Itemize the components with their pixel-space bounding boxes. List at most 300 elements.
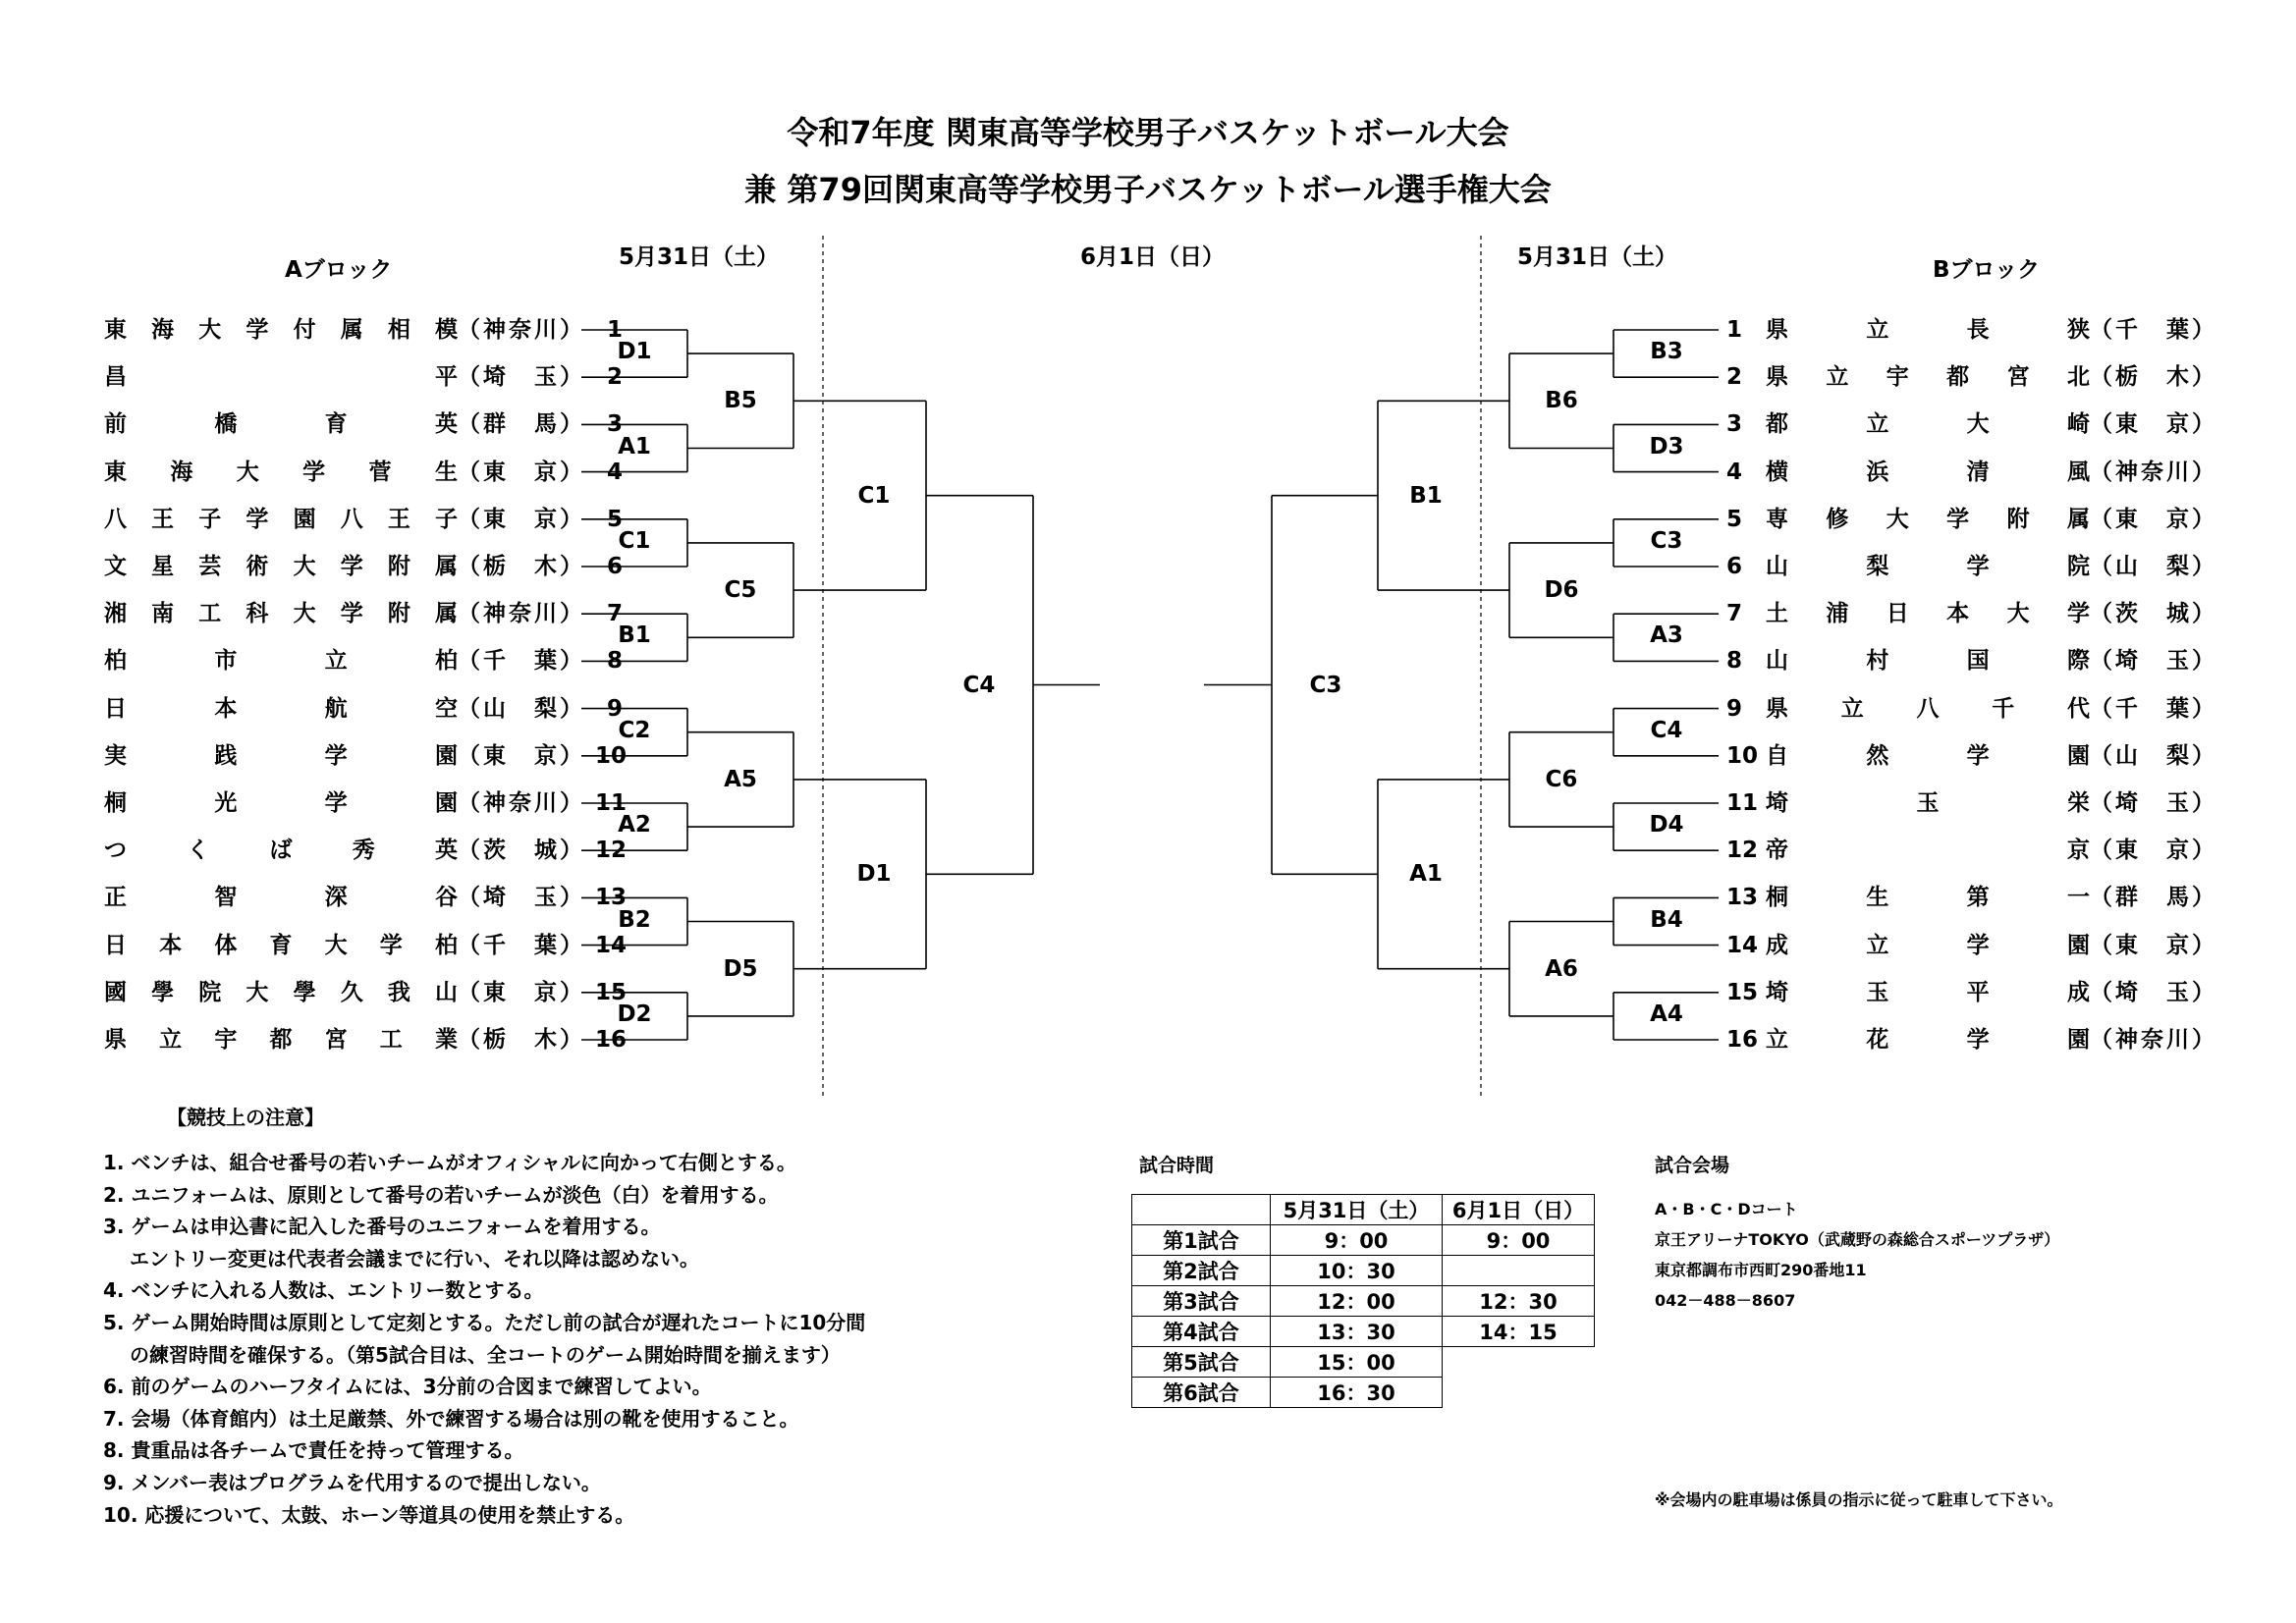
team-name-char: 八 [1916,695,1940,722]
team-name-char: 本 [214,695,238,722]
team-row [1726,978,2227,1007]
team-seed: 4 [1726,459,1743,485]
court-label: B5 [724,388,757,414]
team-row [104,362,623,392]
team-name-char: 都 [1766,411,1788,438]
team-prefecture: （埼 玉） [458,364,585,391]
court-label: A1 [618,433,651,460]
team-name-char: 海 [151,317,175,343]
team-name-char: 東 [104,317,127,343]
team-name-char: 航 [324,695,348,722]
team-name [1766,362,2090,392]
team-name-char: 大 [198,317,222,343]
team-name [104,315,458,345]
team-name-char: 子 [434,506,458,532]
team-name-char: 宮 [324,1027,348,1053]
team-name-char: 立 [159,1027,183,1053]
team-name-char: 柏 [434,648,458,675]
team-prefecture: （千 葉） [2090,695,2217,722]
team-name-char: 狭 [2066,317,2090,343]
team-name [104,362,458,392]
court-label: C2 [618,717,651,743]
team-name-char: 正 [104,885,127,911]
team-row [1726,694,2227,724]
team-name-char: 相 [387,317,410,343]
team-name-char: 国 [1966,648,1990,675]
team-name [104,458,458,487]
schedule-game-label: 第1試合 [1132,1225,1271,1256]
team-name-char: 長 [1966,317,1990,343]
team-row [1726,599,2227,628]
team-name-char: 体 [214,932,238,958]
team-name-char: 柏 [104,648,127,675]
team-name [1766,883,2090,912]
team-prefecture: （栃 木） [458,1027,585,1053]
team-name-char: 模 [434,317,458,343]
team-seed: 3 [1726,411,1743,438]
schedule-game-label: 第4試合 [1132,1317,1271,1347]
court-label: C3 [1309,672,1342,698]
team-seed: 12 [595,838,628,864]
team-name-char: 柏 [434,932,458,958]
schedule-game-label: 第2試合 [1132,1256,1271,1286]
team-prefecture: （群 馬） [2090,885,2217,911]
notes-title: 【競技上の注意】 [167,1106,324,1129]
team-name-char: 浦 [1826,601,1849,627]
team-row [104,315,623,345]
court-label: C3 [1650,527,1683,554]
team-prefecture: （千 葉） [458,648,585,675]
team-name-char: 村 [1866,648,1889,675]
block-b-header: Bブロック [1933,257,2041,283]
team-name-char: 京 [2067,838,2090,864]
team-name-char: 光 [214,790,238,816]
team-seed: 3 [606,411,623,438]
team-name-char: 王 [387,506,410,532]
court-label: C4 [962,672,996,698]
court-label: C6 [1545,766,1578,792]
team-name-char: 英 [434,411,458,438]
parking-note: ※会場内の駐車場は係員の指示に従って駐車して下さい。 [1655,1490,2063,1509]
note-item: 1. ベンチは、組合せ番号の若いチームがオフィシャルに向かって右側とする。 [103,1151,796,1174]
team-name-char: 自 [1766,742,1788,769]
note-item: 3. ゲームは申込書に記入した番号のユニフォームを着用する。 [103,1215,661,1239]
team-row [104,836,628,865]
team-prefecture: （千 葉） [458,932,585,958]
team-name-char: 湘 [104,601,127,627]
court-label: A2 [618,812,651,839]
schedule-row [1132,1286,1595,1317]
team-name [1766,599,2090,628]
team-name-char: 芸 [198,554,222,579]
team-name-char: 立 [1866,411,1889,438]
schedule-row [1132,1347,1595,1378]
team-name-char: 浜 [1866,459,1889,485]
team-prefecture: （山 梨） [2090,742,2217,769]
team-name-char: 立 [324,648,348,675]
team-name-char: 本 [159,932,183,958]
team-name-char: 科 [246,601,269,627]
schedule-col2: 6月1日（日） [1443,1195,1595,1225]
court-label: C1 [857,482,891,509]
schedule-title: 試合時間 [1139,1155,1215,1176]
venue-courts: A・B・C・Dコート [1655,1200,1798,1218]
team-name-char: 埼 [1766,979,1788,1005]
team-row [1726,646,2227,676]
team-name-char: 学 [379,932,403,958]
team-name-char: 業 [434,1027,458,1053]
team-name-char: 八 [340,506,363,532]
team-name-char: 一 [2066,885,2090,911]
team-name-char: 玉 [1916,790,1940,816]
team-name-char: 深 [324,885,348,911]
team-row [104,741,628,771]
team-name-char: 宮 [2006,364,2030,391]
court-label: B2 [618,906,651,933]
team-name [104,741,458,771]
team-name-char: 立 [1840,695,1864,722]
team-name-char: 花 [1866,1027,1889,1053]
team-name-char: つ [104,838,127,864]
court-label: A3 [1650,622,1683,649]
team-prefecture: （埼 玉） [458,885,585,911]
team-row [1726,741,2227,771]
court-label: B1 [1409,482,1443,509]
team-row [104,646,623,676]
court-label: A1 [1409,861,1443,888]
team-seed: 11 [1726,790,1759,816]
team-name-char: 風 [2066,459,2090,485]
team-seed: 8 [606,648,623,675]
team-seed: 2 [1726,364,1743,391]
team-name [104,409,458,439]
team-name-char: 生 [434,459,458,485]
note-item: 4. ベンチに入れる人数は、エントリー数とする。 [103,1278,544,1303]
title-line1: 令和7年度 関東高等学校男子バスケットボール大会 [787,114,1509,151]
team-name-char: 立 [1766,1027,1788,1053]
team-name-char: 学 [1966,1027,1990,1053]
team-name-char: 成 [1766,932,1788,958]
team-name [1766,978,2090,1007]
team-name [104,836,458,865]
team-name [104,646,458,676]
team-name-char: 属 [434,554,458,579]
team-name-char: 我 [387,979,410,1005]
court-label: D1 [617,339,652,365]
team-prefecture: （千 葉） [2090,317,2217,343]
team-name-char: 日 [104,932,127,958]
team-row [104,1025,628,1055]
team-name-char: 都 [269,1027,293,1053]
team-seed: 11 [595,790,628,816]
team-prefecture: （東 京） [458,979,585,1005]
team-name-char: 然 [1866,742,1889,769]
schedule-time-day1: 13：30 [1271,1317,1443,1347]
team-name-char: 育 [269,932,293,958]
team-name-char: 平 [435,364,458,391]
team-name-char: 星 [151,554,175,579]
team-seed: 10 [1726,742,1759,769]
court-label: A4 [1650,1001,1683,1027]
team-name-char: 智 [214,885,238,911]
team-name-char: 山 [434,979,458,1005]
team-prefecture: （神奈川） [458,601,585,627]
team-name-char: 第 [1966,885,1990,911]
team-seed: 16 [1726,1027,1759,1053]
team-name-char: 付 [293,317,316,343]
team-seed: 6 [606,554,623,579]
team-name-char: 県 [104,1027,127,1053]
team-seed: 1 [1726,317,1743,343]
team-prefecture: （茨 城） [458,838,585,864]
team-seed: 7 [606,601,623,627]
team-name-char: 東 [104,459,127,485]
team-name-char: 清 [1966,459,1990,485]
team-name-char: 大 [293,554,316,579]
team-name-char: 前 [104,411,127,438]
team-prefecture: （神奈川） [2090,1027,2217,1053]
team-row [104,883,628,912]
team-name-char: 学 [1946,506,1970,532]
team-name-char: 大 [246,979,269,1005]
court-label: C4 [1650,717,1683,743]
team-name-char: 桐 [1766,885,1788,911]
team-row [1726,836,2227,865]
team-name-char: く [187,838,210,864]
schedule-row [1132,1256,1595,1286]
note-item: 2. ユニフォームは、原則として番号の若いチームが淡色（白）を着用する。 [103,1182,779,1207]
team-seed: 5 [606,506,623,532]
court-label: D3 [1649,433,1684,460]
team-prefecture: （神奈川） [458,317,585,343]
note-item: 6. 前のゲームのハーフタイムには、3分前の合図まで練習してよい。 [103,1375,712,1399]
team-seed: 16 [595,1027,628,1053]
court-label: A6 [1545,955,1578,982]
team-name-char: 埼 [1766,790,1788,816]
team-name [104,1025,458,1055]
court-label: D5 [723,955,758,982]
team-name-char: 土 [1766,601,1788,627]
team-name-char: 栄 [2067,790,2090,816]
venue-info [1655,1194,2059,1316]
team-seed: 13 [595,885,628,911]
team-row [1726,505,2227,534]
schedule-game-label: 第3試合 [1132,1286,1271,1317]
court-label: C1 [618,527,651,554]
schedule-time-day1: 9：00 [1271,1225,1443,1256]
team-name-char: 学 [1966,554,1990,579]
team-name-char: 附 [387,601,410,627]
team-name-char: 菅 [368,459,392,485]
team-row [1726,883,2227,912]
schedule-game-label: 第6試合 [1132,1378,1271,1408]
team-row [104,931,628,960]
team-name [1766,1025,2090,1055]
team-name [1766,788,2090,818]
team-prefecture: （埼 玉） [2090,979,2217,1005]
team-name-char: 実 [104,742,127,769]
venue-phone: 042－488－8607 [1655,1291,1796,1310]
team-name-char: 学 [340,601,363,627]
team-name-char: 学 [1966,932,1990,958]
team-name-char: 本 [1946,601,1970,627]
team-row [1726,409,2227,439]
team-name-char: 大 [1886,506,1909,532]
team-name-char: 県 [1766,695,1788,722]
team-row [1726,552,2227,581]
team-name-char: 学 [324,790,348,816]
team-prefecture: （東 京） [458,742,585,769]
venue-title: 試合会場 [1655,1155,1730,1176]
note-item: の練習時間を確保する。（第5試合目は、全コートのゲーム開始時間を揃えます） [103,1342,841,1367]
team-seed: 10 [595,742,628,769]
team-name-char: 平 [1966,979,1990,1005]
team-name [1766,409,2090,439]
team-name-char: 桐 [104,790,127,816]
team-row [1726,458,2227,487]
team-prefecture: （東 京） [2090,411,2217,438]
schedule-row [1132,1225,1595,1256]
team-name-char: 園 [293,506,316,532]
team-name [1766,458,2090,487]
team-name [1766,741,2090,771]
team-name-char: 學 [293,979,316,1005]
court-label: A5 [724,766,757,792]
team-seed: 8 [1726,648,1743,675]
team-name-char: 立 [1866,932,1889,958]
schedule-row [1132,1378,1595,1408]
note-item: 8. 貴重品は各チームで責任を持って管理する。 [103,1438,524,1463]
team-name-char: 学 [246,317,269,343]
team-row [1726,1025,2227,1055]
team-name-char: 学 [302,459,326,485]
team-name-char: 大 [236,459,259,485]
date-center: 6月1日（日） [1080,244,1226,270]
team-row [104,505,623,534]
team-name-char: 術 [246,554,269,579]
team-name [104,694,458,724]
team-name-char: 学 [246,506,269,532]
team-name-char: 代 [2067,695,2090,722]
team-name-char: 属 [340,317,363,343]
team-name-char: 大 [293,601,316,627]
team-name-char: 園 [2066,1027,2090,1053]
team-name-char: 帝 [1766,838,1788,864]
court-label: B6 [1545,388,1578,414]
team-prefecture: （栃 木） [458,554,585,579]
schedule-time-day2 [1443,1256,1595,1286]
schedule-table [1131,1194,1595,1408]
court-label: D6 [1544,577,1579,604]
team-seed: 7 [1726,601,1743,627]
team-name-char: 海 [170,459,193,485]
team-seed: 14 [595,932,628,958]
title-line2: 兼 第79回関東高等学校男子バスケットボール選手権大会 [744,171,1552,208]
team-row [104,694,623,724]
team-row [104,552,623,581]
team-name-char: 際 [2066,648,2090,675]
court-label: C5 [724,577,757,604]
team-name [1766,315,2090,345]
date-right: 5月31日（土） [1517,244,1678,270]
team-name-char: 子 [198,506,222,532]
team-name-char: 育 [324,411,348,438]
team-name-char: 梨 [1866,554,1889,579]
team-name [1766,646,2090,676]
schedule-row [1132,1317,1595,1347]
team-seed: 12 [1726,838,1759,864]
team-seed: 9 [1726,695,1743,722]
team-name-char: 國 [104,979,127,1005]
team-name [104,978,458,1007]
team-name-char: 学 [340,554,363,579]
team-name-char: 学 [324,742,348,769]
schedule-time-day1: 10：30 [1271,1256,1443,1286]
team-prefecture: （東 京） [2090,838,2217,864]
team-name-char: 谷 [434,885,458,911]
note-item: エントリー変更は代表者会議までに行い、それ以降は認めない。 [103,1246,699,1271]
team-prefecture: （山 梨） [458,695,585,722]
team-name-char: 属 [434,601,458,627]
venue-address: 東京都調布市西町290番地11 [1655,1261,1867,1279]
team-name-char: 文 [104,554,127,579]
team-prefecture: （栃 木） [2090,364,2217,391]
team-row [104,458,623,487]
team-name [104,599,458,628]
team-seed: 4 [606,459,623,485]
team-name-char: 県 [1766,364,1788,391]
team-seed: 14 [1726,932,1759,958]
schedule-time-day1: 12：00 [1271,1286,1443,1317]
team-name-char: 成 [2066,979,2090,1005]
court-label: B4 [1650,906,1683,933]
court-label: B1 [618,622,651,649]
team-name-char: 崎 [2066,411,2090,438]
team-name-char: 山 [1766,648,1788,675]
schedule-time-day2: 9：00 [1443,1225,1595,1256]
team-seed: 6 [1726,554,1743,579]
team-name [104,505,458,534]
team-name-char: 園 [434,790,458,816]
team-seed: 1 [606,317,623,343]
venue-name: 京王アリーナTOKYO（武蔵野の森総合スポーツプラザ） [1655,1230,2060,1249]
team-name [104,883,458,912]
schedule-time-day2: 12：30 [1443,1286,1595,1317]
team-row [1726,788,2227,818]
team-row [104,978,628,1007]
team-name-char: 院 [2066,554,2090,579]
team-name [104,552,458,581]
block-a-header: Aブロック [285,257,393,283]
team-name-char: 王 [151,506,175,532]
date-left: 5月31日（土） [619,244,780,270]
team-name-char: 工 [379,1027,403,1053]
team-name-char: 英 [435,838,458,864]
team-name-char: 園 [2066,932,2090,958]
team-name-char: 久 [340,979,363,1005]
team-name-char: 日 [1886,601,1909,627]
note-item: 5. ゲーム開始時間は原則として定刻とする。ただし前の試合が遅れたコートに10分間 [103,1310,866,1334]
team-name-char: 修 [1826,506,1849,532]
team-name-char: 秀 [352,838,375,864]
team-name-char: 大 [1966,411,1990,438]
note-item: 7. 会場（体育館内）は土足厳禁、外で練習する場合は別の靴を使用すること。 [103,1406,799,1431]
team-name-char: 専 [1766,506,1788,532]
team-name-char: 千 [1992,695,2015,722]
team-seed: 2 [606,364,623,391]
team-row [1726,315,2227,345]
team-name-char: 県 [1766,317,1788,343]
